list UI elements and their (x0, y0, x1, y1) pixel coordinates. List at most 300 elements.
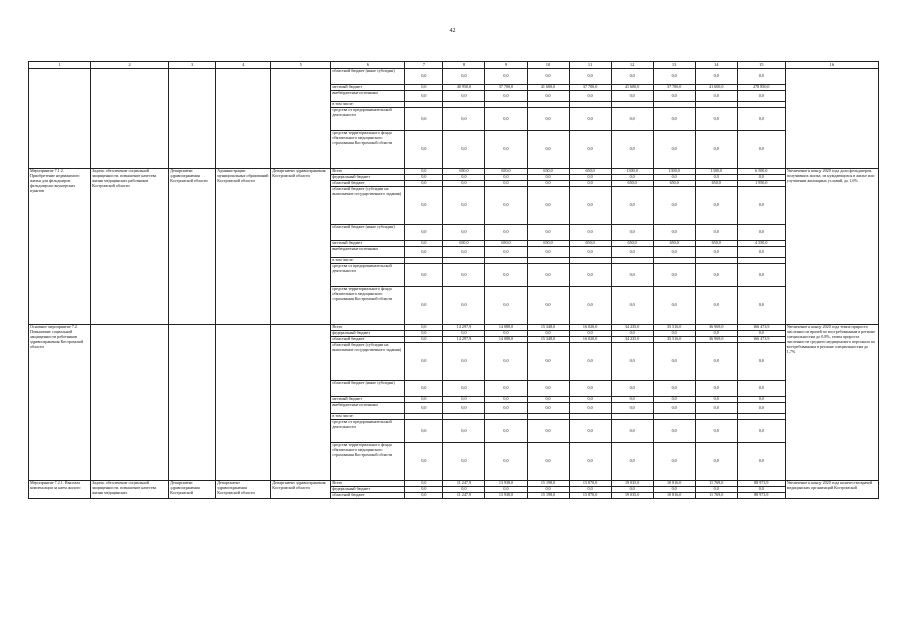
value-cell: 37 700,0 (569, 85, 611, 91)
value-cell: 16 020,0 (569, 325, 611, 331)
value-cell: 15 198,0 (527, 493, 569, 499)
value-cell: 0,0 (611, 264, 653, 287)
value-cell: 650,0 (569, 241, 611, 247)
value-cell: 11 247,9 (443, 481, 485, 487)
funding-source-label: областной бюджет (иные субсидии) (331, 225, 405, 241)
value-cell: 0,0 (653, 287, 695, 325)
value-cell: 0,0 (405, 403, 443, 414)
column-number: 12 (611, 62, 653, 69)
value-cell: 88 973,9 (737, 481, 785, 487)
value-cell: 0,0 (485, 264, 527, 287)
value-cell: 650,0 (695, 181, 737, 187)
value-cell: 0,0 (653, 225, 695, 241)
value-cell: 0,0 (653, 175, 695, 181)
value-cell: 0,0 (527, 420, 569, 443)
value-cell: 166 473,9 (737, 325, 785, 331)
value-cell: 0,0 (405, 131, 443, 169)
value-cell: 0,0 (653, 264, 695, 287)
value-cell: 0,0 (569, 487, 611, 493)
value-cell: 0,0 (569, 181, 611, 187)
value-cell: 278 850,0 (737, 85, 785, 91)
value-cell: 0,0 (485, 225, 527, 241)
value-cell: 0,0 (611, 175, 653, 181)
value-cell: 0,0 (695, 225, 737, 241)
value-cell: 650,0 (611, 241, 653, 247)
section-col16: Увеличение к концу 2020 года доли фельдшеров, получивших жилье, из нуждающихся в жилье или улучшении жилищных условий, до 1,6% (785, 169, 878, 325)
value-cell: 0,0 (443, 420, 485, 443)
value-cell: 0,0 (443, 225, 485, 241)
value-cell: 650,0 (569, 169, 611, 175)
funding-source-label: в том числе: (331, 414, 405, 420)
funding-source-label: областной бюджет (иные субсидии) (331, 69, 405, 85)
value-cell: 0,0 (405, 169, 443, 175)
funding-source-label: областной бюджет (субсидии на выполнение государственного задания) (331, 343, 405, 381)
funding-source-label: местный бюджет (331, 241, 405, 247)
value-cell: 0,0 (569, 331, 611, 337)
value-cell: 0,0 (405, 241, 443, 247)
value-cell: 0,0 (569, 343, 611, 381)
value-cell: 0,0 (485, 187, 527, 225)
value-cell: 0,0 (695, 264, 737, 287)
section-col3: Департамент здравоохранения Костромской области (169, 169, 216, 325)
value-cell: 650,0 (611, 181, 653, 187)
value-cell: 0,0 (405, 225, 443, 241)
value-cell: 16 020,0 (569, 337, 611, 343)
column-number: 6 (331, 62, 405, 69)
value-cell: 0,0 (737, 443, 785, 481)
value-cell: 0,0 (611, 403, 653, 414)
value-cell: 0,0 (527, 181, 569, 187)
value-cell: 36 969,0 (695, 337, 737, 343)
value-cell: 0,0 (737, 247, 785, 258)
value-cell: 0,0 (443, 443, 485, 481)
value-cell: 0,0 (653, 487, 695, 493)
value-cell: 88 973,9 (737, 493, 785, 499)
value-cell: 0,0 (611, 91, 653, 102)
funding-source-label: средства от предпринимательской деятельности (331, 108, 405, 131)
value-cell: 0,0 (527, 331, 569, 337)
value-cell: 0,0 (611, 69, 653, 85)
value-cell: 41 600,0 (527, 85, 569, 91)
section-col5 (271, 325, 331, 481)
value-cell: 0,0 (695, 443, 737, 481)
value-cell: 0,0 (405, 85, 443, 91)
value-cell: 0,0 (737, 264, 785, 287)
funding-source-label: средства от предпринимательской деятельности (331, 420, 405, 443)
value-cell: 19 035,0 (611, 481, 653, 487)
value-cell: 166 473,9 (737, 337, 785, 343)
value-cell: 34 235,0 (611, 325, 653, 331)
value-cell: 0,0 (569, 175, 611, 181)
value-cell: 0,0 (695, 331, 737, 337)
value-cell: 0,0 (405, 287, 443, 325)
funding-source-label: Всего (331, 325, 405, 331)
column-number: 9 (485, 62, 527, 69)
value-cell: 0,0 (527, 131, 569, 169)
funding-source-label: областной бюджет (331, 493, 405, 499)
value-cell: 13 938,0 (485, 493, 527, 499)
value-cell: 0,0 (405, 264, 443, 287)
value-cell: 0,0 (485, 420, 527, 443)
value-cell: 0,0 (737, 487, 785, 493)
value-cell: 0,0 (695, 247, 737, 258)
value-cell: 10 816,0 (653, 481, 695, 487)
value-cell: 0,0 (485, 331, 527, 337)
value-cell: 0,0 (569, 187, 611, 225)
value-cell: 1300,0 (611, 169, 653, 175)
value-cell: 0,0 (611, 187, 653, 225)
value-cell: 1300,0 (653, 169, 695, 175)
value-cell: 40 950,0 (443, 85, 485, 91)
funding-source-label: Всего (331, 169, 405, 175)
value-cell: 0,0 (485, 69, 527, 85)
value-cell: 0,0 (527, 187, 569, 225)
funding-source-label: местный бюджет (331, 397, 405, 403)
section-col1 (29, 69, 91, 169)
value-cell: 35 516,0 (653, 325, 695, 331)
value-cell: 0,0 (485, 381, 527, 397)
value-cell: 0,0 (405, 247, 443, 258)
value-cell: 15 348,0 (527, 325, 569, 331)
section-col2: Задача: обеспечение социальной защищенности, повышение качества жизни медицинских (91, 481, 169, 499)
value-cell: 0,0 (653, 131, 695, 169)
value-cell: 14 297,9 (443, 325, 485, 331)
value-cell: 650,0 (443, 169, 485, 175)
column-number: 8 (443, 62, 485, 69)
funding-source-label: областной бюджет (331, 181, 405, 187)
value-cell: 0,0 (737, 108, 785, 131)
value-cell: 0,0 (405, 175, 443, 181)
funding-source-label: внебюджетные источники (331, 91, 405, 102)
value-cell: 4 550,0 (737, 241, 785, 247)
section-col2: Задача: обеспечение социальной защищенности, повышение качества жизни медицинских работников Костромской области (91, 169, 169, 325)
value-cell: 0,0 (405, 493, 443, 499)
value-cell: 0,0 (695, 175, 737, 181)
value-cell: 0,0 (569, 397, 611, 403)
value-cell: 0,0 (485, 131, 527, 169)
value-cell: 0,0 (695, 403, 737, 414)
value-cell: 0,0 (443, 131, 485, 169)
value-cell: 0,0 (569, 381, 611, 397)
value-cell: 0,0 (405, 331, 443, 337)
value-cell: 0,0 (443, 175, 485, 181)
section-col1: Мероприятие 7.2.1. Выплата компенсации за наем жилого (29, 481, 91, 499)
value-cell: 0,0 (569, 91, 611, 102)
value-cell: 0,0 (405, 181, 443, 187)
value-cell: 15 870,0 (569, 493, 611, 499)
section-col5: Департамент здравоохранения Костромской области (271, 481, 331, 499)
value-cell: 37 700,0 (653, 85, 695, 91)
value-cell: 0,0 (485, 397, 527, 403)
value-cell: 0,0 (695, 187, 737, 225)
value-cell: 36 969,0 (695, 325, 737, 331)
value-cell: 0,0 (569, 131, 611, 169)
value-cell: 0,0 (653, 420, 695, 443)
section-col4 (216, 69, 271, 169)
value-cell: 0,0 (737, 331, 785, 337)
value-cell: 0,0 (737, 343, 785, 381)
value-cell: 0,0 (527, 443, 569, 481)
column-number: 10 (527, 62, 569, 69)
value-cell: 0,0 (485, 403, 527, 414)
value-cell: 0,0 (485, 247, 527, 258)
column-number: 11 (569, 62, 611, 69)
value-cell: 0,0 (653, 69, 695, 85)
budget-table (28, 61, 879, 499)
value-cell: 650,0 (695, 241, 737, 247)
value-cell: 0,0 (611, 108, 653, 131)
section-col4: Администрации муниципальных образований Костромской области (216, 169, 271, 325)
value-cell: 0,0 (485, 175, 527, 181)
value-cell: 0,0 (405, 69, 443, 85)
value-cell: 0,0 (405, 443, 443, 481)
value-cell: 0,0 (485, 91, 527, 102)
value-cell: 0,0 (737, 187, 785, 225)
value-cell: 0,0 (405, 337, 443, 343)
value-cell: 0,0 (443, 381, 485, 397)
value-cell: 0,0 (653, 108, 695, 131)
funding-source-label: федеральный бюджет (331, 175, 405, 181)
value-cell: 0,0 (443, 264, 485, 287)
value-cell: 0,0 (443, 331, 485, 337)
value-cell: 0,0 (569, 69, 611, 85)
section-col1: Основное мероприятие 7.2. Повышение социальной защищенности работников здравоохранения Костромской области (29, 325, 91, 481)
value-cell: 0,0 (611, 247, 653, 258)
value-cell: 0,0 (405, 397, 443, 403)
value-cell: 41 600,0 (611, 85, 653, 91)
value-cell: 0,0 (611, 420, 653, 443)
value-cell: 650,0 (485, 241, 527, 247)
value-cell: 0,0 (695, 397, 737, 403)
table-row (29, 69, 879, 85)
funding-source-label: местный бюджет (331, 85, 405, 91)
value-cell: 0,0 (653, 381, 695, 397)
section-col4: Департамент здравоохранения Костромской области (216, 481, 271, 499)
funding-source-label: внебюджетные источники (331, 247, 405, 258)
value-cell: 0,0 (611, 443, 653, 481)
value-cell: 0,0 (443, 487, 485, 493)
section-col3 (169, 325, 216, 481)
value-cell: 0,0 (569, 108, 611, 131)
value-cell: 0,0 (443, 187, 485, 225)
section-col16: Увеличение к концу 2020 года количества врачей медицинских организаций Костромской (785, 481, 878, 499)
value-cell: 0,0 (527, 381, 569, 397)
value-cell: 0,0 (737, 225, 785, 241)
value-cell: 0,0 (405, 420, 443, 443)
value-cell: 0,0 (569, 403, 611, 414)
value-cell: 0,0 (737, 131, 785, 169)
column-number: 13 (653, 62, 695, 69)
value-cell: 14 297,9 (443, 337, 485, 343)
value-cell: 0,0 (485, 108, 527, 131)
value-cell: 34 235,0 (611, 337, 653, 343)
funding-source-label: федеральный бюджет (331, 487, 405, 493)
funding-source-label: областной бюджет (331, 337, 405, 343)
section-col3: Департамент здравоохранения Костромской (169, 481, 216, 499)
value-cell: 11 769,0 (695, 481, 737, 487)
column-number: 7 (405, 62, 443, 69)
value-cell: 0,0 (405, 343, 443, 381)
value-cell: 650,0 (527, 241, 569, 247)
value-cell: 0,0 (569, 287, 611, 325)
value-cell: 0,0 (737, 403, 785, 414)
value-cell: 0,0 (443, 397, 485, 403)
value-cell: 0,0 (737, 420, 785, 443)
column-number: 1 (29, 62, 91, 69)
value-cell: 0,0 (527, 91, 569, 102)
funding-source-label: областной бюджет (иные субсидии) (331, 381, 405, 397)
value-cell: 0,0 (611, 381, 653, 397)
value-cell: 0,0 (653, 403, 695, 414)
value-cell: 0,0 (695, 381, 737, 397)
value-cell: 0,0 (405, 91, 443, 102)
section-col5 (271, 69, 331, 169)
value-cell: 6 500,0 (737, 169, 785, 175)
funding-source-label: средства от предпринимательской деятельности (331, 264, 405, 287)
value-cell: 0,0 (443, 91, 485, 102)
table-body (29, 62, 879, 499)
value-cell: 41 600,0 (695, 85, 737, 91)
value-cell: 0,0 (569, 420, 611, 443)
value-cell: 0,0 (569, 443, 611, 481)
value-cell: 0,0 (695, 343, 737, 381)
value-cell: 0,0 (653, 443, 695, 481)
value-cell: 0,0 (569, 264, 611, 287)
value-cell: 0,0 (443, 108, 485, 131)
value-cell: 0,0 (611, 331, 653, 337)
section-col5: Департамент здравоохранения Костромской области (271, 169, 331, 325)
value-cell: 0,0 (653, 187, 695, 225)
value-cell: 0,0 (527, 343, 569, 381)
value-cell: 0,0 (695, 420, 737, 443)
section-col2 (91, 325, 169, 481)
value-cell: 0,0 (527, 247, 569, 258)
value-cell: 0,0 (737, 91, 785, 102)
value-cell: 0,0 (569, 225, 611, 241)
column-number: 14 (695, 62, 737, 69)
value-cell: 0,0 (443, 181, 485, 187)
value-cell: 15 870,0 (569, 481, 611, 487)
value-cell: 0,0 (653, 91, 695, 102)
value-cell: 0,0 (527, 397, 569, 403)
section-col3 (169, 69, 216, 169)
value-cell: 0,0 (527, 225, 569, 241)
section-col16: Увеличение к концу 2020 года темпа прироста численности врачей по востребованным в регионе специальностям до 0,8%, темпа прироста численности среднего медицинского персонала по востребованным в регионе специальностям до 1,7% (785, 325, 878, 481)
funding-source-label: в том числе: (331, 102, 405, 108)
section-col4 (216, 325, 271, 481)
value-cell: 650,0 (653, 181, 695, 187)
value-cell: 0,0 (611, 343, 653, 381)
value-cell: 0,0 (527, 108, 569, 131)
column-number: 2 (91, 62, 169, 69)
value-cell: 0,0 (695, 131, 737, 169)
header-row (29, 62, 879, 69)
value-cell: 0,0 (653, 247, 695, 258)
value-cell: 0,0 (611, 287, 653, 325)
value-cell: 0,0 (737, 175, 785, 181)
value-cell: 0,0 (485, 343, 527, 381)
value-cell: 0,0 (737, 397, 785, 403)
column-number: 15 (737, 62, 785, 69)
value-cell: 0,0 (485, 487, 527, 493)
value-cell: 0,0 (443, 247, 485, 258)
section-col2 (91, 69, 169, 169)
value-cell: 35 516,0 (653, 337, 695, 343)
value-cell: 0,0 (485, 181, 527, 187)
section-col1: Мероприятие 7.1.2. Приобретение недвижимого жилья для фельдшеров фельдшерско-акушерских пунктов (29, 169, 91, 325)
value-cell: 0,0 (611, 131, 653, 169)
value-cell: 0,0 (527, 69, 569, 85)
value-cell: 0,0 (405, 325, 443, 331)
value-cell: 1 950,0 (737, 181, 785, 187)
column-number: 5 (271, 62, 331, 69)
funding-source-label: средства территориального фонда обязательного медицинского страхования Костромской области (331, 287, 405, 325)
value-cell: 0,0 (695, 69, 737, 85)
column-number: 16 (785, 62, 878, 69)
value-cell: 0,0 (737, 69, 785, 85)
value-cell: 37 700,0 (485, 85, 527, 91)
value-cell: 0,0 (527, 403, 569, 414)
value-cell: 0,0 (611, 225, 653, 241)
value-cell: 14 088,0 (485, 325, 527, 331)
value-cell: 0,0 (485, 287, 527, 325)
funding-source-label: средства территориального фонда обязательного медицинского страхования Костромской области (331, 443, 405, 481)
value-cell: 0,0 (653, 331, 695, 337)
column-number: 4 (216, 62, 271, 69)
page-number: 42 (449, 28, 456, 34)
value-cell: 0,0 (485, 443, 527, 481)
value-cell: 0,0 (443, 69, 485, 85)
value-cell: 14 088,0 (485, 337, 527, 343)
value-cell: 1300,0 (695, 169, 737, 175)
value-cell: 0,0 (443, 287, 485, 325)
value-cell: 15 198,0 (527, 481, 569, 487)
funding-source-label: Всего (331, 481, 405, 487)
value-cell: 0,0 (653, 397, 695, 403)
value-cell: 0,0 (405, 187, 443, 225)
funding-source-label: в том числе: (331, 258, 405, 264)
value-cell: 650,0 (527, 169, 569, 175)
value-cell: 0,0 (695, 487, 737, 493)
value-cell: 0,0 (611, 397, 653, 403)
value-cell: 19 035,0 (611, 493, 653, 499)
value-cell: 0,0 (695, 108, 737, 131)
value-cell: 0,0 (405, 487, 443, 493)
value-cell: 650,0 (443, 241, 485, 247)
value-cell: 0,0 (569, 247, 611, 258)
value-cell: 0,0 (611, 487, 653, 493)
funding-source-label: федеральный бюджет (331, 331, 405, 337)
value-cell: 11 247,9 (443, 493, 485, 499)
value-cell: 0,0 (653, 343, 695, 381)
section-col16 (785, 69, 878, 169)
value-cell: 11 769,0 (695, 493, 737, 499)
value-cell: 0,0 (737, 381, 785, 397)
funding-source-label: средства территориального фонда обязательного медицинского страхования Костромской области (331, 131, 405, 169)
value-cell: 0,0 (405, 108, 443, 131)
funding-source-label: внебюджетные источники (331, 403, 405, 414)
value-cell: 0,0 (695, 91, 737, 102)
value-cell: 0,0 (737, 287, 785, 325)
value-cell: 0,0 (527, 175, 569, 181)
value-cell: 0,0 (527, 287, 569, 325)
value-cell: 0,0 (405, 481, 443, 487)
value-cell: 13 938,0 (485, 481, 527, 487)
value-cell: 0,0 (443, 403, 485, 414)
value-cell: 650,0 (653, 241, 695, 247)
value-cell: 15 348,0 (527, 337, 569, 343)
value-cell: 0,0 (405, 381, 443, 397)
